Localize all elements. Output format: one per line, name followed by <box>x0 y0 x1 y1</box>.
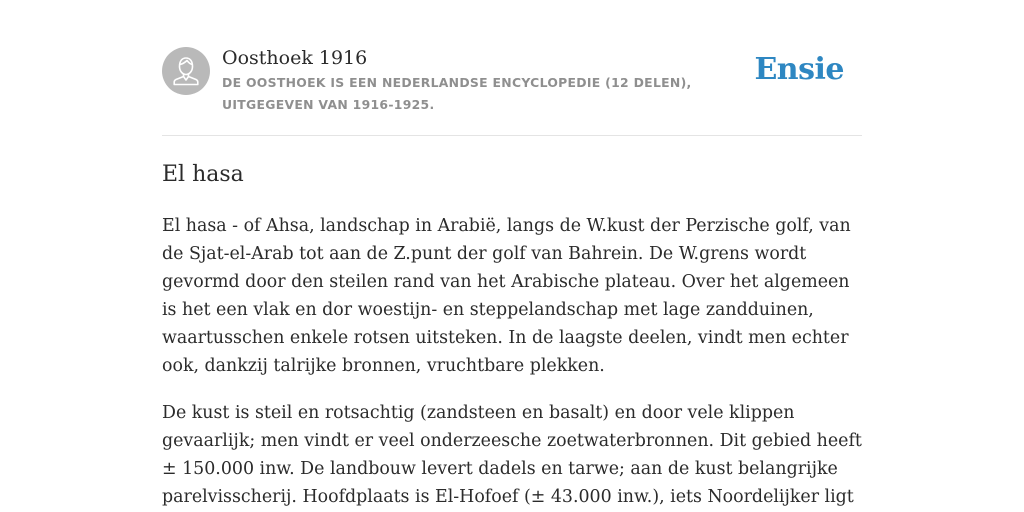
article-title: El hasa <box>162 162 244 187</box>
source-header <box>162 46 862 116</box>
user-icon[interactable] <box>162 47 210 95</box>
source-description: DE OOSTHOEK IS EEN NEDERLANDSE ENCYCLOPEDIE (12 DELEN), UITGEGEVEN VAN 1916-1925. <box>222 75 692 112</box>
article-body <box>162 212 862 512</box>
source-title[interactable]: Oosthoek 1916 <box>222 47 368 69</box>
header-divider <box>162 135 862 136</box>
article-paragraph-1: El hasa - of Ahsa, landschap in Arabië, langs de W.kust der Perzische golf, van de Sjat-el-Arab tot aan de Z.punt der golf van Bahrein. De W.grens wordt gevormd door den steilen rand van het Arabische plateau. Over het algemeen is het een vlak en dor woestijn- en steppelandschap met lage zandduinen, waartusschen enkele rotsen uitsteken. In de laagste deelen, vindt men echter ook, dankzij talrijke bronnen, vruchtbare plekken. <box>162 216 851 376</box>
ensie-logo-link[interactable]: Ensie <box>754 52 844 87</box>
article-paragraph-2: De kust is steil en rotsachtig (zandsteen en basalt) en door vele klippen gevaarlijk; men vindt er veel onderzeesche zoetwaterbronnen. Dit gebied heeft ± 150.000 inw. De landbouw levert dadels en tarwe; aan de kust belangrijke parelvisscherij. Hoofdplaats is El-Hofoef (± 43.000 inw.), iets Noordelijker ligt <box>162 403 862 507</box>
